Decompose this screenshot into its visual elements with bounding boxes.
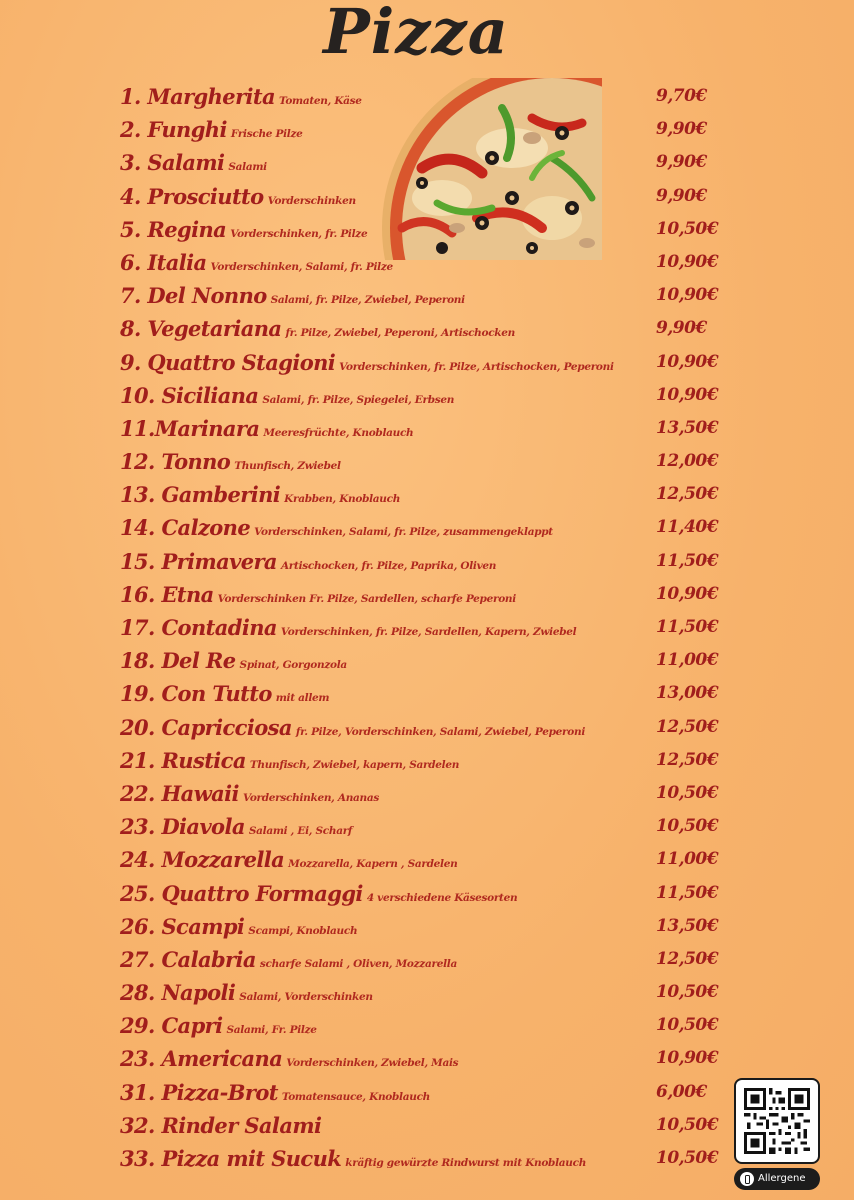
item-name: 11.Marinara	[120, 415, 260, 441]
item-ingredients: Vorderschinken, fr. Pilze, Artischocken, Peperoni	[339, 360, 614, 373]
menu-item	[120, 910, 720, 943]
item-price: 12,00€	[656, 451, 719, 472]
item-name: 13. Gamberini	[120, 482, 281, 508]
item-name: 24. Mozzarella	[120, 847, 285, 873]
item-name: 25. Quattro Formaggi	[120, 880, 363, 906]
item-ingredients: Artischocken, fr. Pilze, Paprika, Oliven	[280, 559, 497, 572]
item-ingredients: Vorderschinken, Salami, fr. Pilze, zusammengeklappt	[254, 526, 553, 539]
item-price: 9,90€	[656, 152, 707, 173]
menu-item	[120, 677, 720, 710]
menu-item	[120, 80, 720, 113]
item-price: 13,00€	[656, 683, 719, 704]
item-price: 11,50€	[656, 617, 719, 637]
allergene-button[interactable]	[734, 1168, 820, 1190]
item-name: 22. Hawaii	[120, 780, 239, 806]
menu-item	[120, 810, 720, 843]
item-name: 6. Italia	[120, 249, 207, 275]
item-name: 23. Americana	[120, 1046, 283, 1072]
pizza-menu-list	[120, 80, 720, 1175]
item-ingredients: Krabben, Knoblauch	[284, 493, 401, 506]
item-price: 10,50€	[656, 782, 719, 803]
menu-item	[120, 1042, 720, 1075]
phone-icon	[740, 1172, 754, 1186]
item-ingredients: Frische Pilze	[230, 128, 303, 141]
menu-item	[120, 312, 720, 345]
item-price: 11,50€	[656, 550, 719, 571]
menu-item	[120, 279, 720, 312]
item-name: 8. Vegetariana	[120, 316, 282, 342]
item-price: 10,50€	[656, 1148, 719, 1168]
item-price: 12,50€	[656, 749, 719, 770]
menu-item	[120, 611, 720, 644]
menu-item	[120, 976, 720, 1009]
item-ingredients: Vorderschinken, Zwiebel, Mais	[286, 1057, 459, 1070]
menu-item	[120, 213, 720, 246]
item-name: 20. Capricciosa	[120, 714, 292, 740]
item-price: 10,50€	[656, 1114, 719, 1135]
item-name: 16. Etna	[120, 581, 214, 607]
item-name: 17. Contadina	[120, 615, 277, 640]
item-name: 15. Primavera	[120, 548, 277, 574]
item-price: 10,90€	[656, 251, 719, 272]
item-ingredients: Vorderschinken Fr. Pilze, Sardellen, scharfe Peperoni	[217, 592, 516, 605]
item-name: 9. Quattro Stagioni	[120, 349, 336, 375]
item-name: 26. Scampi	[120, 913, 245, 939]
menu-item	[120, 744, 720, 777]
menu-item	[120, 146, 720, 179]
item-name: 23. Diavola	[120, 814, 245, 840]
item-ingredients: fr. Pilze, Zwiebel, Peperoni, Artischocken	[285, 327, 515, 340]
item-ingredients: Scampi, Knoblauch	[248, 924, 358, 937]
item-ingredients: mit allem	[275, 692, 330, 705]
item-ingredients: Spinat, Gorgonzola	[239, 659, 347, 672]
menu-item	[120, 943, 720, 976]
item-name: 29. Capri	[120, 1013, 223, 1039]
item-ingredients: Meeresfrüchte, Knoblauch	[263, 426, 414, 439]
item-ingredients: Mozzarella, Kapern , Sardelen	[288, 858, 458, 871]
menu-item	[120, 246, 720, 279]
item-price: 6,00€	[656, 1081, 707, 1102]
item-name: 4. Prosciutto	[120, 183, 264, 209]
menu-item	[120, 511, 720, 544]
item-price: 9,90€	[656, 318, 707, 339]
menu-item	[120, 644, 720, 677]
item-ingredients: Salami, fr. Pilze, Zwiebel, Peperoni	[270, 294, 465, 307]
item-ingredients: Salami , Ei, Scharf	[248, 825, 353, 838]
menu-item	[120, 445, 720, 478]
item-price: 10,50€	[656, 1015, 719, 1036]
item-ingredients: kräftig gewürzte Rindwurst mit Knoblauch	[345, 1157, 587, 1169]
item-price: 10,90€	[656, 384, 719, 405]
item-ingredients: Vorderschinken	[267, 194, 356, 207]
item-price: 10,90€	[656, 583, 719, 604]
item-price: 9,90€	[656, 185, 707, 206]
item-name: 27. Calabria	[120, 946, 256, 972]
item-ingredients: Tomatensauce, Knoblauch	[281, 1090, 431, 1103]
item-price: 13,50€	[656, 915, 719, 936]
item-name: 18. Del Re	[120, 648, 236, 674]
menu-item	[120, 711, 720, 744]
item-name: 3. Salami	[120, 150, 225, 176]
item-price: 11,00€	[656, 849, 719, 870]
item-name: 21. Rustica	[120, 747, 246, 773]
item-price: 10,90€	[656, 351, 719, 372]
item-price: 13,50€	[656, 417, 719, 438]
item-price: 12,50€	[656, 948, 719, 969]
item-price: 9,70€	[656, 86, 707, 106]
menu-item	[120, 180, 720, 213]
item-ingredients: fr. Pilze, Vorderschinken, Salami, Zwiebel, Peperoni	[295, 725, 586, 738]
item-ingredients: Salami, Fr. Pilze	[226, 1024, 317, 1037]
item-price: 10,50€	[656, 816, 719, 837]
qr-code-icon[interactable]	[734, 1078, 820, 1164]
item-name: 33. Pizza mit Sucuk	[120, 1146, 342, 1171]
item-price: 10,50€	[656, 218, 719, 239]
item-ingredients: Vorderschinken, fr. Pilze, Sardellen, Kapern, Zwiebel	[280, 626, 577, 638]
item-ingredients: Thunfisch, Zwiebel	[234, 460, 341, 473]
item-ingredients: scharfe Salami , Oliven, Mozzarella	[259, 957, 457, 970]
item-price: 11,40€	[656, 517, 719, 538]
menu-item	[120, 412, 720, 445]
item-price: 12,50€	[656, 484, 719, 505]
item-name: 1. Margherita	[120, 84, 276, 109]
menu-item	[120, 478, 720, 511]
menu-item	[120, 1142, 720, 1175]
item-price: 12,50€	[656, 716, 719, 737]
allergene-label: Allergene	[758, 1173, 806, 1184]
item-price: 10,90€	[656, 285, 719, 306]
item-price: 10,90€	[656, 1048, 719, 1069]
page-title: Pizza	[323, 0, 509, 68]
item-price: 11,50€	[656, 882, 719, 903]
menu-item	[120, 346, 720, 379]
menu-item	[120, 1009, 720, 1042]
item-name: 10. Siciliana	[120, 382, 259, 408]
item-name: 32. Rinder Salami	[120, 1112, 322, 1138]
menu-item	[120, 777, 720, 810]
item-name: 12. Tonno	[120, 449, 231, 475]
item-name: 14. Calzone	[120, 515, 251, 541]
menu-item	[120, 1109, 720, 1142]
item-name: 28. Napoli	[120, 980, 236, 1006]
item-price: 9,90€	[656, 119, 707, 140]
menu-item	[120, 545, 720, 578]
menu-item	[120, 877, 720, 910]
menu-item	[120, 843, 720, 876]
item-ingredients: Vorderschinken, Salami, fr. Pilze	[210, 260, 393, 273]
item-ingredients: Vorderschinken, Ananas	[242, 791, 380, 804]
menu-item	[120, 113, 720, 146]
item-name: 2. Funghi	[120, 117, 227, 143]
item-name: 31. Pizza-Brot	[120, 1079, 278, 1105]
item-ingredients: 4 verschiedene Käsesorten	[366, 891, 518, 904]
menu-item	[120, 379, 720, 412]
menu-item	[120, 1076, 720, 1109]
item-name: 7. Del Nonno	[120, 283, 267, 309]
item-name: 19. Con Tutto	[120, 681, 272, 707]
item-ingredients: Thunfisch, Zwiebel, kapern, Sardelen	[249, 758, 460, 771]
item-ingredients: Vorderschinken, fr. Pilze	[230, 227, 368, 240]
item-price: 11,00€	[656, 650, 719, 671]
item-ingredients: Salami	[228, 161, 267, 174]
item-ingredients: Salami, fr. Pilze, Spiegelei, Erbsen	[262, 393, 455, 406]
menu-item	[120, 578, 720, 611]
item-name: 5. Regina	[120, 216, 227, 242]
item-price: 10,50€	[656, 982, 719, 1003]
item-ingredients: Salami, Vorderschinken	[239, 991, 373, 1004]
item-ingredients: Tomaten, Käse	[279, 95, 362, 107]
